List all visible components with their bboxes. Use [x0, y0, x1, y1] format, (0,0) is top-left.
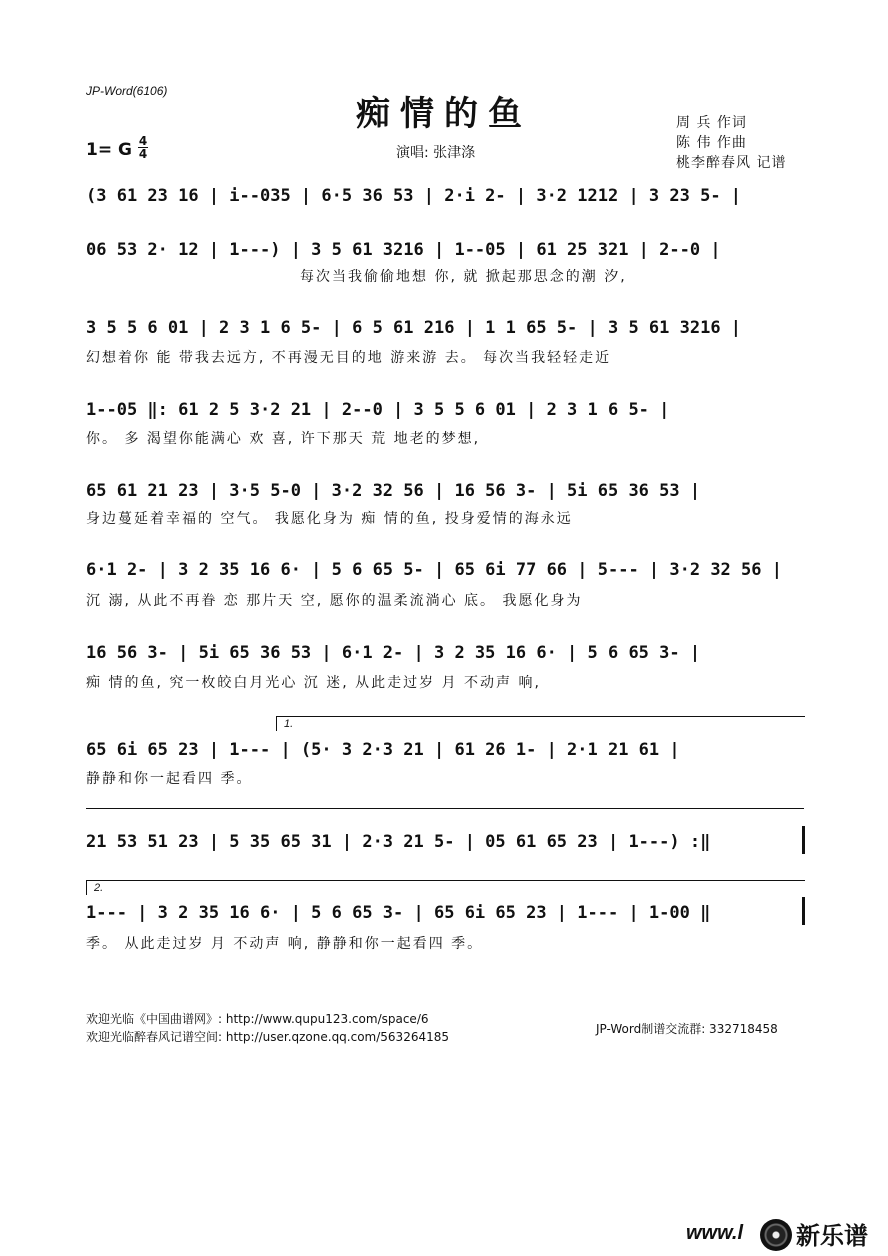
- time-signature: [138, 135, 148, 160]
- brand-name: 新乐谱: [796, 1222, 868, 1250]
- score-row-6-notes: 6·1 2- | 3 2 35 16 6· | 5 6 65 5- | 65 6i 77 66 | 5--- | 3·2 32 56 |: [86, 560, 782, 580]
- score-row-7-notes: 16 56 3- | 5i 65 36 53 | 6·1 2- | 3 2 35 16 6· | 5 6 65 3- |: [86, 643, 701, 663]
- score-row-2-lyrics: 每次当我偷偷地想 你, 就 掀起那思念的潮 汐,: [300, 269, 627, 285]
- score-row-7-lyrics: 痴 情的鱼, 究一枚皎白月光心 沉 迷, 从此走过岁 月 不动声 响,: [86, 675, 541, 691]
- score-row-4-notes: 1--05 ‖: 61 2 5 3·2 21 | 2--0 | 3 5 5 6 01 | 2 3 1 6 5- |: [86, 400, 670, 420]
- score-row-1-notes: (3 61 23 16 | i--035 | 6·5 36 53 | 2·i 2- | 3·2 1212 | 3 23 5- |: [86, 186, 742, 206]
- score-row-2-notes: 06 53 2· 12 | 1---) | 3 5 61 3216 | 1--05 | 61 25 321 | 2--0 |: [86, 240, 721, 260]
- final-barline: [802, 897, 805, 925]
- brand-site-text: www.l: [686, 1222, 744, 1244]
- score-row-3-lyrics: 幻想着你 能 带我去远方, 不再漫无目的地 游来游 去。 每次当我轻轻走近: [86, 350, 612, 366]
- transcriber-credit: 桃李醉春风 记谱: [676, 155, 787, 171]
- first-ending-label: 1.: [284, 718, 294, 730]
- key-signature: 1= G: [86, 140, 132, 160]
- time-sig-top: 4: [138, 134, 148, 148]
- footer-link-qupu[interactable]: 欢迎光临《中国曲谱网》: http://www.qupu123.com/space/6: [86, 1012, 429, 1026]
- time-sig-bottom: 4: [138, 147, 148, 161]
- score-row-9-notes: 21 53 51 23 | 5 35 65 31 | 2·3 21 5- | 05 61 65 23 | 1---) :‖: [86, 832, 711, 852]
- footer-link-qzone[interactable]: 欢迎光临醉春风记谱空间: http://user.qzone.qq.com/563264185: [86, 1030, 450, 1044]
- score-row-10-notes: 1--- | 3 2 35 16 6· | 5 6 65 3- | 65 6i 65 23 | 1--- | 1-00 ‖: [86, 903, 711, 923]
- first-ending-continuation: [86, 808, 804, 823]
- composer-credit: 陈 伟 作曲: [676, 135, 747, 151]
- second-ending-label: 2.: [94, 882, 104, 894]
- score-row-10-lyrics: 季。 从此走过岁 月 不动声 响, 静静和你一起看四 季。: [86, 936, 484, 952]
- singer-credit: 演唱: 张津涤: [396, 145, 476, 161]
- footer-group-number: JP-Word制谱交流群: 332718458: [596, 1022, 778, 1036]
- first-ending-bracket: [276, 716, 805, 731]
- repeat-end-barline: [802, 826, 805, 854]
- score-row-4-lyrics: 你。 多 渴望你能满心 欢 喜, 许下那天 荒 地老的梦想,: [86, 431, 481, 447]
- score-row-5-notes: 65 61 21 23 | 3·5 5-0 | 3·2 32 56 | 16 56 3- | 5i 65 36 53 |: [86, 481, 701, 501]
- second-ending-bracket: [86, 880, 805, 895]
- score-row-6-lyrics: 沉 溺, 从此不再眷 恋 那片天 空, 愿你的温柔流淌心 底。 我愿化身为: [86, 593, 583, 609]
- score-row-5-lyrics: 身边蔓延着幸福的 空气。 我愿化身为 痴 情的鱼, 投身爱情的海永远: [86, 511, 573, 527]
- score-row-8-lyrics: 静静和你一起看四 季。: [86, 771, 253, 787]
- score-row-3-notes: 3 5 5 6 01 | 2 3 1 6 5- | 6 5 61 216 | 1 1 65 5- | 3 5 61 3216 |: [86, 318, 742, 338]
- lyricist-credit: 周 兵 作词: [676, 115, 747, 131]
- software-version: JP-Word(6106): [86, 84, 168, 98]
- song-title: 痴情的鱼: [356, 94, 532, 134]
- score-row-8-notes: 65 6i 65 23 | 1--- | (5· 3 2·3 21 | 61 26 1- | 2·1 21 61 |: [86, 740, 680, 760]
- vinyl-record-icon: [760, 1219, 792, 1251]
